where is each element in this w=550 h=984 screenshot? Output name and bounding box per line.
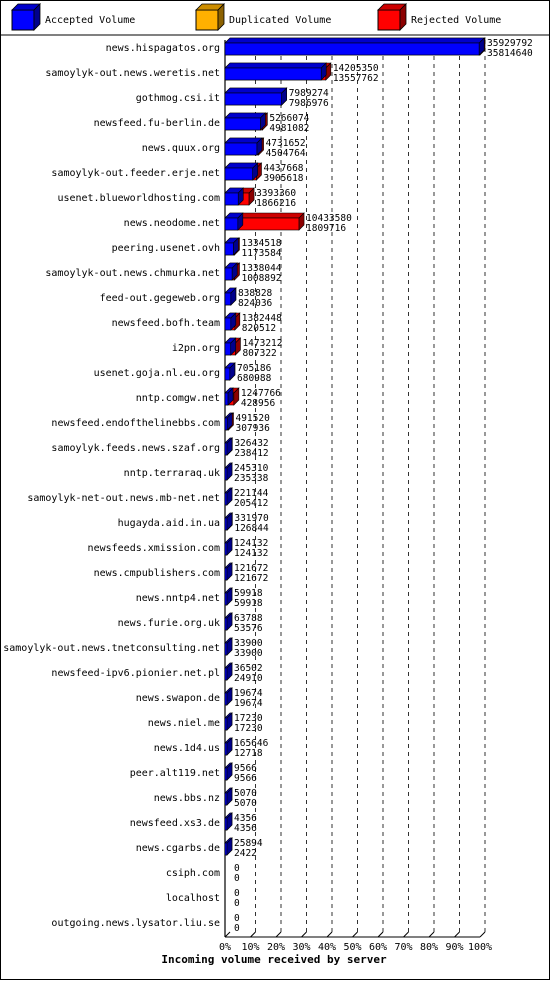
total-value-label: 4731652 <box>265 138 306 149</box>
total-value-label: 9566 <box>234 763 257 774</box>
accepted-value-label: 235338 <box>234 473 269 484</box>
total-value-label: 10433580 <box>306 213 352 224</box>
server-label: gothmog.csi.it <box>135 93 220 104</box>
accepted-bar <box>225 43 479 55</box>
accepted-value-label: 124132 <box>234 548 269 559</box>
x-tick-mark <box>353 932 358 937</box>
server-label: newsfeed-ipv6.pionier.net.pl <box>51 668 220 679</box>
accepted-value-label: 1866216 <box>256 198 297 209</box>
accepted-value-label: 428956 <box>240 398 276 409</box>
server-label: samoylyk-out.news.chmurka.net <box>45 268 220 279</box>
total-value-label: 838828 <box>237 288 273 299</box>
accepted-value-label: 824036 <box>237 298 273 309</box>
server-label: newsfeed.bofh.team <box>111 318 220 329</box>
accepted-bar <box>225 168 253 180</box>
server-label: localhost <box>165 893 220 904</box>
accepted-bar-top <box>225 38 484 43</box>
server-label: nntp.comgw.net <box>135 393 220 404</box>
x-tick-label: 100% <box>467 942 493 953</box>
total-value-label: 491520 <box>235 413 270 424</box>
accepted-bar <box>225 68 321 80</box>
server-label: i2pn.org <box>171 343 220 354</box>
accepted-value-label: 680988 <box>237 373 272 384</box>
accepted-value-label: 19674 <box>234 698 263 709</box>
accepted-bar <box>225 268 232 280</box>
accepted-bar-top <box>225 88 287 93</box>
server-label: samoylyk-out.feeder.erje.net <box>51 168 220 179</box>
total-value-label: 1247766 <box>240 388 281 399</box>
server-label: peering.usenet.ovh <box>111 243 220 254</box>
server-label: news.furie.org.uk <box>117 618 220 629</box>
total-value-label: 165646 <box>234 738 269 749</box>
total-value-label: 1473212 <box>242 338 283 349</box>
accepted-value-label: 4504764 <box>265 148 306 159</box>
accepted-value-label: 53576 <box>234 623 263 634</box>
accepted-bar-top <box>225 63 326 68</box>
server-label: samoylyk.feeds.news.szaf.org <box>51 443 220 454</box>
total-value-label: 4437668 <box>263 163 304 174</box>
total-value-label: 14205350 <box>332 63 379 74</box>
accepted-bar <box>225 93 282 105</box>
accepted-bar <box>225 368 230 380</box>
x-tick-label: 90% <box>445 942 464 953</box>
accepted-value-label: 1173584 <box>241 248 282 259</box>
accepted-value-label: 7986976 <box>288 98 329 109</box>
server-label: newsfeed.endofthelinebbs.com <box>51 418 220 429</box>
server-label: news.neodome.net <box>123 218 220 229</box>
server-label: news.quux.org <box>141 143 220 154</box>
server-label: peer.alt119.net <box>129 768 220 779</box>
accepted-value-label: 1008892 <box>241 273 282 284</box>
accepted-value-label: 24910 <box>234 673 263 684</box>
total-value-label: 17230 <box>234 713 263 724</box>
server-label: outgoing.news.lysator.liu.se <box>51 918 220 929</box>
x-tick-mark <box>302 932 307 937</box>
x-tick-mark <box>480 932 485 937</box>
server-label: nntp.terraraq.uk <box>123 468 220 479</box>
x-tick-mark <box>404 932 409 937</box>
x-tick-label: 50% <box>343 942 362 953</box>
accepted-bar <box>225 293 231 305</box>
x-tick-label: 60% <box>368 942 388 953</box>
accepted-value-label: 5070 <box>234 798 257 809</box>
x-tick-mark <box>429 932 434 937</box>
accepted-bar <box>225 418 227 430</box>
total-value-label: 4356 <box>234 813 257 824</box>
accepted-value-label: 33900 <box>234 648 263 659</box>
accepted-value-label: 205412 <box>234 498 269 509</box>
x-tick-mark <box>251 932 256 937</box>
total-value-label: 0 <box>234 888 240 899</box>
legend-swatch <box>378 10 400 30</box>
server-label: news.niel.me <box>147 718 220 729</box>
accepted-value-label: 238412 <box>234 448 269 459</box>
accepted-bar <box>225 343 231 355</box>
x-axis-floor <box>225 932 230 937</box>
x-tick-mark <box>327 932 332 937</box>
server-label: news.cgarbs.de <box>135 843 220 854</box>
accepted-bar <box>225 193 238 205</box>
server-label: samoylyk-net-out.news.mb-net.net <box>27 493 220 504</box>
accepted-value-label: 4981082 <box>269 123 310 134</box>
x-tick-label: 30% <box>292 942 311 953</box>
accepted-value-label: 0 <box>234 923 240 934</box>
total-value-label: 705186 <box>237 363 272 374</box>
server-label: hugayda.aid.in.ua <box>117 518 220 529</box>
total-value-label: 33900 <box>234 638 263 649</box>
server-label: news.bbs.nz <box>153 793 220 804</box>
accepted-value-label: 59918 <box>234 598 263 609</box>
server-label: feed-out.gegeweb.org <box>99 293 220 304</box>
total-value-label: 5266074 <box>269 113 310 124</box>
total-value-label: 36502 <box>234 663 263 674</box>
accepted-value-label: 0 <box>234 898 240 909</box>
total-value-label: 25894 <box>234 838 263 849</box>
total-value-label: 1338044 <box>241 263 282 274</box>
total-value-label: 19674 <box>234 688 263 699</box>
legend-label: Accepted Volume <box>45 15 136 26</box>
x-tick-mark <box>276 932 281 937</box>
total-value-label: 5070 <box>234 788 257 799</box>
accepted-value-label: 1809716 <box>306 223 347 234</box>
legend-swatch <box>196 10 218 30</box>
x-tick-label: 10% <box>241 942 260 953</box>
server-label: samoylyk-out.news.weretis.net <box>45 68 220 79</box>
total-value-label: 1334518 <box>241 238 282 249</box>
accepted-bar-top <box>225 113 265 118</box>
total-value-label: 0 <box>234 913 240 924</box>
accepted-bar <box>225 393 228 405</box>
x-tick-label: 40% <box>317 942 337 953</box>
accepted-value-label: 307936 <box>235 423 270 434</box>
server-label: usenet.goja.nl.eu.org <box>93 368 220 379</box>
total-value-label: 245310 <box>234 463 269 474</box>
legend-label: Duplicated Volume <box>229 15 332 26</box>
accepted-bar-top <box>225 163 258 168</box>
server-label: usenet.blueworldhosting.com <box>57 193 220 204</box>
accepted-value-label: 35814640 <box>487 48 533 59</box>
accepted-value-label: 12718 <box>234 748 263 759</box>
total-value-label: 326432 <box>234 438 269 449</box>
accepted-value-label: 9566 <box>234 773 257 784</box>
total-value-label: 221144 <box>234 488 269 499</box>
accepted-value-label: 807322 <box>242 348 277 359</box>
total-value-label: 3393360 <box>256 188 297 199</box>
accepted-value-label: 121672 <box>234 573 269 584</box>
legend-swatch <box>12 10 34 30</box>
server-label: news.hispagatos.org <box>105 43 220 54</box>
total-value-label: 59918 <box>234 588 263 599</box>
accepted-bar <box>225 143 257 155</box>
accepted-bar <box>225 318 231 330</box>
x-tick-label: 80% <box>419 942 439 953</box>
x-tick-label: 0% <box>218 942 232 953</box>
x-tick-mark <box>378 932 383 937</box>
accepted-bar <box>225 118 260 130</box>
accepted-bar <box>225 243 233 255</box>
total-value-label: 7989274 <box>288 88 329 99</box>
server-label: newsfeed.xs3.de <box>129 818 220 829</box>
total-value-label: 124132 <box>234 538 269 549</box>
total-value-label: 121672 <box>234 563 269 574</box>
server-label: news.nntp4.net <box>135 593 220 604</box>
accepted-value-label: 13557762 <box>332 73 379 84</box>
total-value-label: 1382448 <box>241 313 282 324</box>
accepted-value-label: 0 <box>234 873 240 884</box>
accepted-bar-top <box>225 138 262 143</box>
accepted-value-label: 17230 <box>234 723 263 734</box>
accepted-value-label: 3905618 <box>263 173 304 184</box>
total-value-label: 0 <box>234 863 240 874</box>
server-label: news.cmpublishers.com <box>93 568 220 579</box>
accepted-value-label: 2422 <box>234 848 257 859</box>
server-label: newsfeed.fu-berlin.de <box>93 118 220 129</box>
x-tick-label: 70% <box>394 942 413 953</box>
legend-label: Rejected Volume <box>411 15 502 26</box>
server-label: samoylyk-out.news.tnetconsulting.net <box>3 643 220 654</box>
server-label: news.1d4.us <box>153 743 220 754</box>
accepted-value-label: 4356 <box>234 823 257 834</box>
server-label: news.swapon.de <box>135 693 220 704</box>
total-value-label: 35929792 <box>487 38 533 49</box>
x-tick-mark <box>455 932 460 937</box>
server-label: csiph.com <box>165 868 220 879</box>
total-value-label: 331970 <box>234 513 269 524</box>
x-axis-label: Incoming volume received by server <box>161 953 387 966</box>
x-tick-label: 20% <box>266 942 286 953</box>
accepted-bar <box>225 218 238 230</box>
accepted-value-label: 126844 <box>234 523 269 534</box>
accepted-value-label: 820512 <box>241 323 277 334</box>
total-value-label: 63788 <box>234 613 263 624</box>
server-label: newsfeeds.xmission.com <box>87 543 220 554</box>
